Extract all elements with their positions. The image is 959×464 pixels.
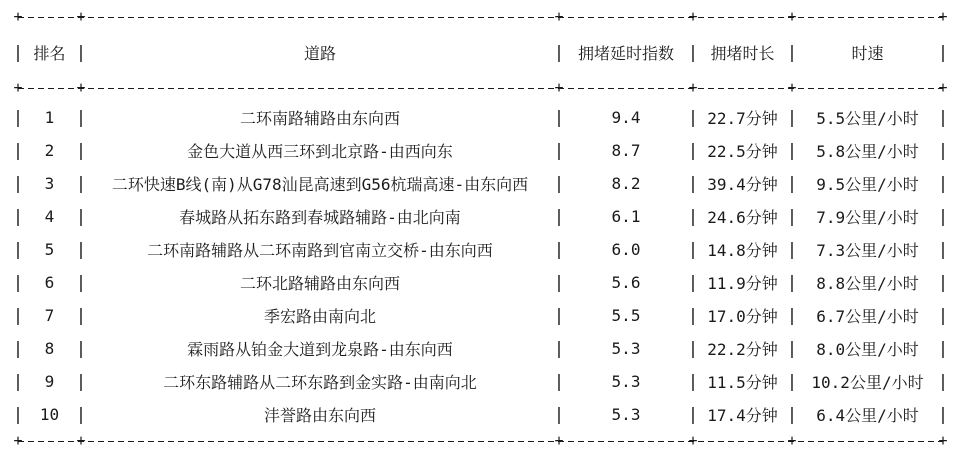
road-cell: 春城路从拓东路到春城路辅路-由北向南 <box>179 208 461 227</box>
rank-cell: 3 <box>44 174 55 193</box>
road-cell: 霖雨路从铂金大道到龙泉路-由东向西 <box>187 340 453 359</box>
delay-index-cell: 8.2 <box>611 174 641 193</box>
congestion-rank-table <box>18 17 943 441</box>
column-header-speed: 时速 <box>851 44 884 63</box>
speed-cell: 8.0公里/小时 <box>816 340 919 359</box>
delay-index-cell: 5.5 <box>611 306 641 325</box>
rank-cell: 1 <box>44 108 55 127</box>
delay-index-cell: 5.6 <box>611 273 641 292</box>
rank-cell: 6 <box>44 273 55 292</box>
speed-cell: 10.2公里/小时 <box>811 373 924 392</box>
border-cross-icon <box>554 81 563 96</box>
duration-cell: 14.8分钟 <box>707 241 778 260</box>
road-cell: 二环北路辅路由东向西 <box>239 274 400 293</box>
road-cell: 沣誉路由东向西 <box>263 406 376 425</box>
road-cell: 二环南路辅路从二环南路到官南立交桥-由东向西 <box>147 241 493 260</box>
table-header-row <box>18 17 943 88</box>
table-row <box>18 134 943 167</box>
duration-cell: 22.2分钟 <box>707 340 778 359</box>
border-cross-icon <box>76 81 85 96</box>
rank-cell: 9 <box>44 372 55 391</box>
rank-cell: 5 <box>44 240 55 259</box>
column-header-rank: 排名 <box>33 44 66 63</box>
duration-cell: 11.9分钟 <box>707 274 778 293</box>
table-row <box>18 299 943 332</box>
road-cell: 二环南路辅路由东向西 <box>239 109 400 128</box>
delay-index-cell: 5.3 <box>611 372 641 391</box>
speed-cell: 6.7公里/小时 <box>816 307 919 326</box>
table-row <box>18 398 943 431</box>
delay-index-cell: 5.3 <box>611 339 641 358</box>
border-cross-icon <box>938 81 947 96</box>
rank-cell: 2 <box>44 141 55 160</box>
table-header-separator <box>18 88 943 89</box>
border-cross-icon <box>938 434 947 449</box>
speed-cell: 5.5公里/小时 <box>816 109 919 128</box>
border-cross-icon <box>13 81 22 96</box>
table-row <box>18 365 943 398</box>
border-cross-icon <box>688 81 697 96</box>
speed-cell: 7.9公里/小时 <box>816 208 919 227</box>
column-header-duration: 拥堵时长 <box>710 44 775 63</box>
border-cross-icon <box>787 81 796 96</box>
speed-cell: 8.8公里/小时 <box>816 274 919 293</box>
border-cross-icon <box>688 434 697 449</box>
table-row <box>18 266 943 299</box>
duration-cell: 24.6分钟 <box>707 208 778 227</box>
border-cross-icon <box>76 434 85 449</box>
rank-cell: 7 <box>44 306 55 325</box>
duration-cell: 22.7分钟 <box>707 109 778 128</box>
duration-cell: 11.5分钟 <box>707 373 778 392</box>
column-header-road: 道路 <box>303 44 336 63</box>
road-cell: 二环东路辅路从二环东路到金实路-由南向北 <box>163 373 477 392</box>
speed-cell: 6.4公里/小时 <box>816 406 919 425</box>
delay-index-cell: 9.4 <box>611 108 641 127</box>
duration-cell: 17.4分钟 <box>707 406 778 425</box>
table-row <box>18 233 943 266</box>
table-row <box>18 200 943 233</box>
delay-index-cell: 6.0 <box>611 240 641 259</box>
speed-cell: 7.3公里/小时 <box>816 241 919 260</box>
border-cross-icon <box>554 434 563 449</box>
rank-cell: 8 <box>44 339 55 358</box>
speed-cell: 5.8公里/小时 <box>816 142 919 161</box>
rank-cell: 4 <box>44 207 55 226</box>
duration-cell: 17.0分钟 <box>707 307 778 326</box>
column-header-delay-index: 拥堵延时指数 <box>577 44 674 63</box>
duration-cell: 22.5分钟 <box>707 142 778 161</box>
table-row <box>18 167 943 200</box>
speed-cell: 9.5公里/小时 <box>816 175 919 194</box>
duration-cell: 39.4分钟 <box>707 175 778 194</box>
rank-cell: 10 <box>39 405 60 424</box>
road-cell: 金色大道从西三环到北京路-由西向东 <box>187 142 453 161</box>
delay-index-cell: 8.7 <box>611 141 641 160</box>
delay-index-cell: 5.3 <box>611 405 641 424</box>
table-row <box>18 101 943 134</box>
table-row <box>18 332 943 365</box>
table-border-bottom <box>18 441 943 442</box>
road-cell: 季宏路由南向北 <box>263 307 376 326</box>
border-cross-icon <box>787 434 796 449</box>
border-cross-icon <box>13 434 22 449</box>
delay-index-cell: 6.1 <box>611 207 641 226</box>
road-cell: 二环快速B线(南)从G78汕昆高速到G56杭瑞高速-由东向西 <box>111 175 529 194</box>
